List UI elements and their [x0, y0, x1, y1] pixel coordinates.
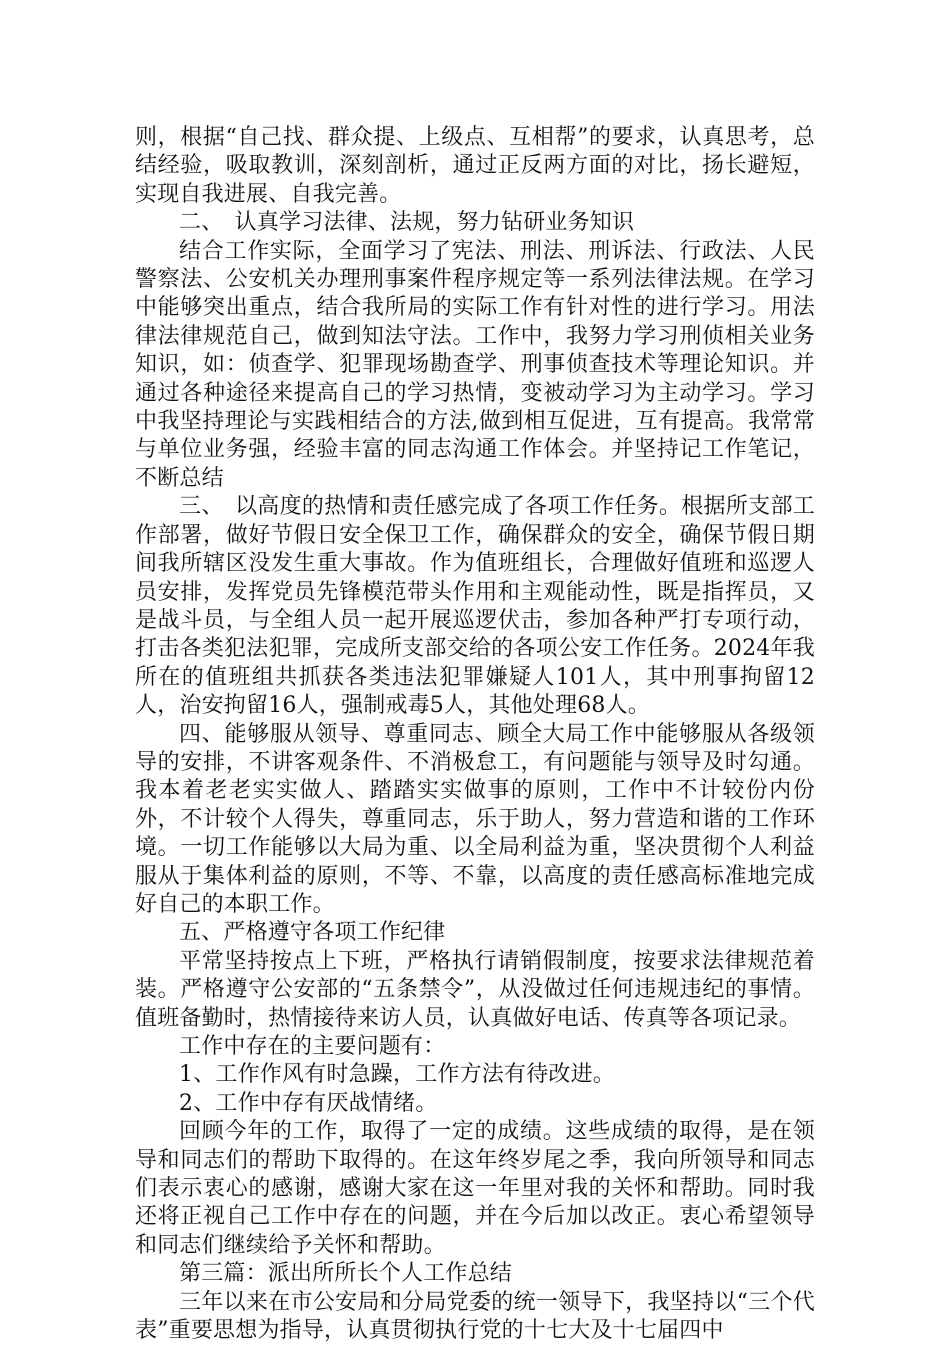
article-title-3: 第三篇：派出所所长个人工作总结: [179, 1261, 513, 1287]
section-heading-4-paragraph: 四、能够服从领导、尊重同志、顾全大局工作中能够服从各级领导的安排，不讲客观条件、不消极怠工，有问题能与领导及时勾通。我本着老老实实做人、踏踏实实做事的原则，工作中不计较份内份外，不计较个人得失，尊重同志，乐于助人，努力营造和谐的工作环境。一切工作能够以大局为重、以全局利益为重，坚决贯彻个人利益服从于集体利益的原则，不等、不靠，以高度的责任感高标准地完成好自己的本职工作。: [135, 721, 815, 917]
paragraph-article-3-intro: 三年以来在市公安局和分局党委的统一领导下，我坚持以“三个代表”重要思想为指导，认真贯彻执行党的十七大及十七届四中: [135, 1289, 815, 1344]
section-heading-3-paragraph: 三、 以高度的热情和责任感完成了各项工作任务。根据所支部工作部署，做好节假日安全保卫工作，确保群众的安全，确保节假日期间我所辖区没发生重大事故。作为值班组长，合理做好值班和巡逻人员安排，发挥党员先锋模范带头作用和主观能动性，既是指挥员，又是战斗员，与全组人员一起开展巡逻伏击，参加各种严打专项行动，打击各类犯法犯罪，完成所支部交给的各项公安工作任务。2024年我所在的值班组共抓获各类违法犯罪嫌疑人101人，其中刑事拘留12人，治安拘留16人，强制戒毒5人，其他处理68人。: [135, 494, 815, 719]
document-body: [135, 124, 815, 1345]
problem-item-2: 2、工作中存有厌战情绪。: [179, 1090, 438, 1116]
paragraph-review: 回顾今年的工作，取得了一定的成绩。这些成绩的取得，是在领导和同志们的帮助下取得的。在这年终岁尾之季，我向所领导和同志们表示衷心的感谢，感谢大家在这一年里对我的关怀和帮助。同时我还将正视自己工作中存在的问题，并在今后加以改正。衷心希望领导和同志们继续给予关怀和帮助。: [135, 1119, 815, 1258]
section-heading-2: 二、 认真学习法律、法规，努力钻研业务知识: [179, 210, 635, 236]
problems-heading: 工作中存在的主要问题有：: [179, 1034, 446, 1059]
paragraph-continuation: 则，根据“自己找、群众提、上级点、互相帮”的要求，认真思考，总结经验，吸取教训，深刻剖析，通过正反两方面的对比，扬长避短，实现自我进展、自我完善。: [135, 125, 815, 207]
problem-item-1: 1、工作作风有时急躁，工作方法有待改进。: [179, 1062, 615, 1088]
paragraph-discipline: 平常坚持按点上下班，严格执行请销假制度，按要求法律规范着装。严格遵守公安部的“五条禁令”，从没做过任何违规违纪的事情。值班备勤时，热情接待来访人员，认真做好电话、传真等各项记录。: [135, 948, 815, 1031]
section-heading-5: 五、严格遵守各项工作纪律: [179, 920, 446, 946]
paragraph-legal-study: 结合工作实际，全面学习了宪法、刑法、刑诉法、行政法、人民警察法、公安机关办理刑事案件程序规定等一系列法律法规。在学习中能够突出重点，结合我所局的实际工作有针对性的进行学习。用法律法律规范自己，做到知法守法。工作中，我努力学习刑侦相关业务知识，如：侦查学、犯罪现场勘查学、刑事侦查技术等理论知识。并通过各种途径来提高自己的学习热情，变被动学习为主动学习。学习中我坚持理论与实践相结合的方法,做到相互促进，互有提高。我常常与单位业务强，经验丰富的同志沟通工作体会。并坚持记工作笔记，不断总结: [135, 238, 815, 491]
